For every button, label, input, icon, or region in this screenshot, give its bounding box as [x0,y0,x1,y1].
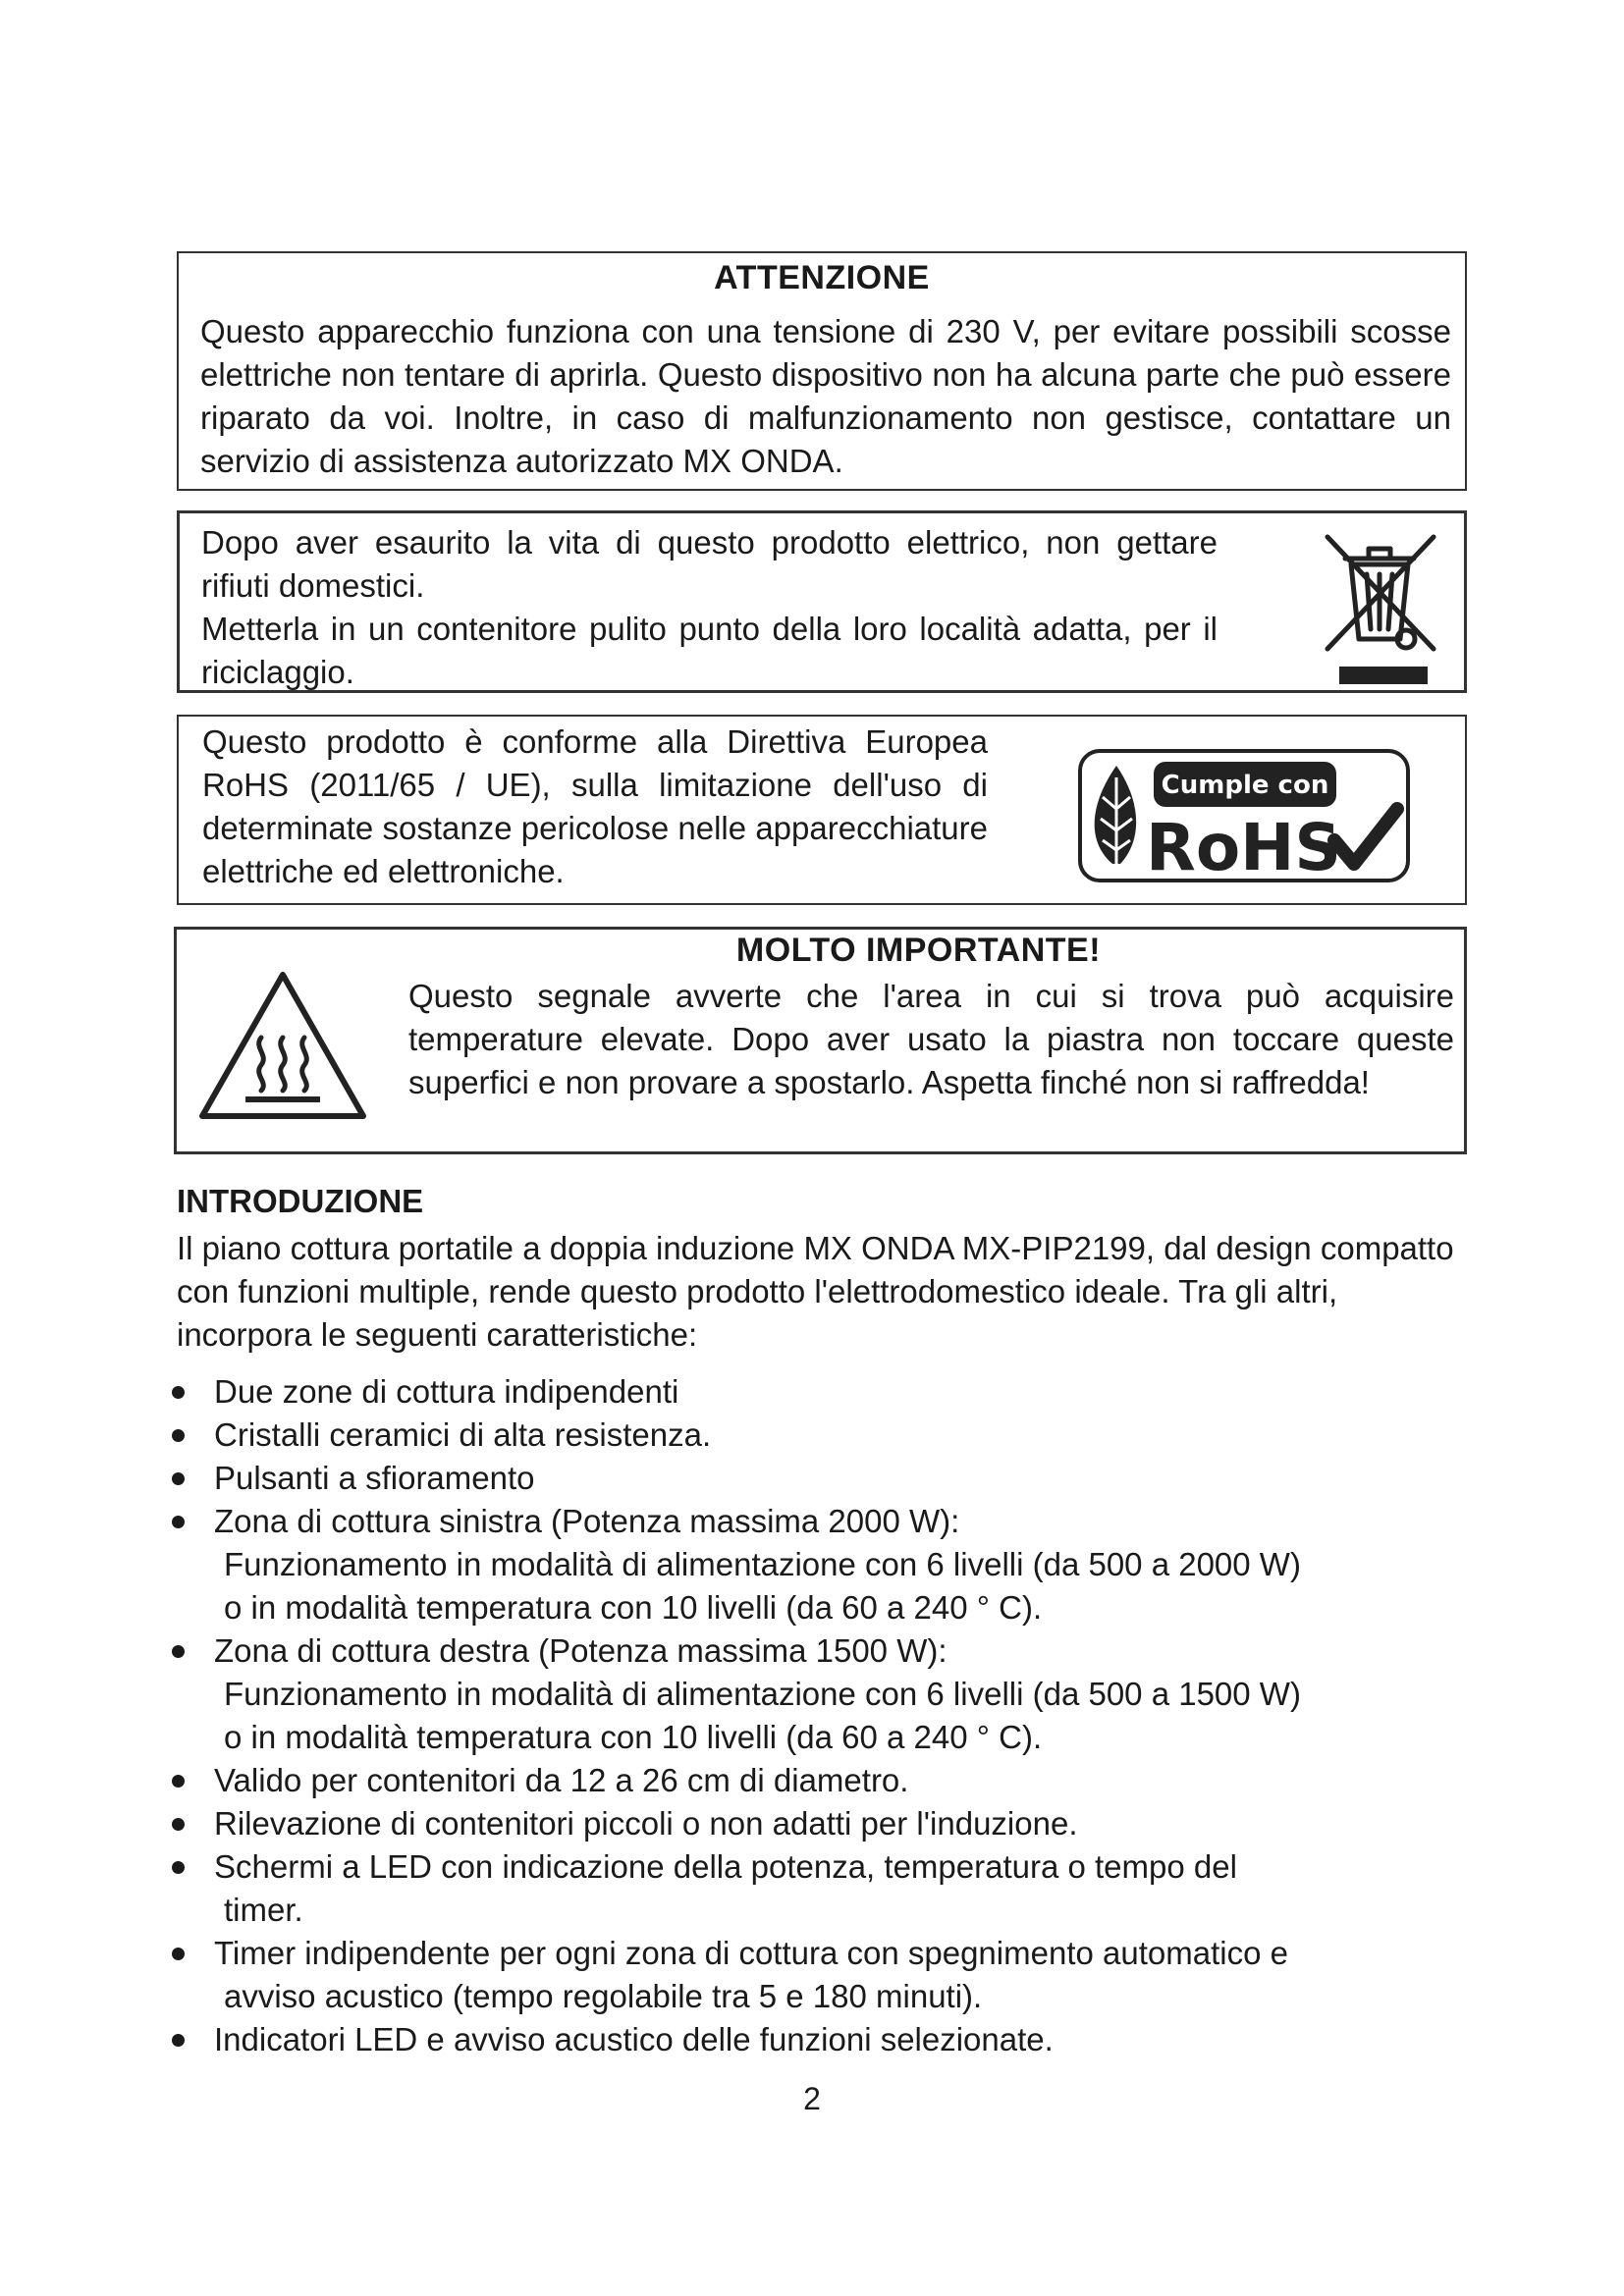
list-item: Timer indipendente per ogni zona di cottura con spegnimento automatico e avviso acustico (tempo regolabile tra 5 e 180 minuti). [169,1932,1475,2018]
list-item: Valido per contenitori da 12 a 26 cm di diametro. [169,1759,1475,1802]
important-title: MOLTO IMPORTANTE! [735,932,1102,969]
feature-list [169,1370,1475,2061]
warning-box [177,251,1467,491]
intro-heading: INTRODUZIONE [177,1183,424,1219]
important-text: Questo segnale avverte che l'area in cui si trova può acquisire temperature elevate. Dopo aver usato la piastra non toccare queste superfici e non provare a spostarlo. Aspetta finché non si raffredda! [408,978,1454,1100]
feature-detail: o in modalità temperatura con 10 livelli (da 60 a 240 ° C). [224,1719,1043,1755]
feature-continuation: timer. [224,1892,303,1928]
bullet-icon [172,1645,185,1658]
rohs-badge: Cumple con [1161,771,1329,800]
bullet-icon [172,1861,185,1874]
bullet-icon [172,1386,185,1399]
feature-detail: Funzionamento in modalità di alimentazione con 6 livelli (da 500 a 2000 W) [224,1546,1301,1582]
warning-text: Questo apparecchio funziona con una tensione di 230 V, per evitare possibili scosse elettriche non tentare di aprirla. Questo dispositivo non ha alcuna parte che può essere riparato da voi. Inoltre, in caso di malfunzionamento non gestisce, contattare un servizio di assistenza autorizzato MX ONDA. [200,313,1451,479]
list-item: Indicatori LED e avviso acustico delle funzioni selezionate. [169,2018,1475,2061]
feature-detail: o in modalità temperatura con 10 livelli (da 60 a 240 ° C). [224,1589,1043,1626]
bullet-icon [172,1818,185,1831]
rohs-text: Questo prodotto è conforme alla Direttiva Europea RoHS (2011/65 / UE), sulla limitazione dell'uso di determinate sostanze pericolose nelle apparecchiature elettriche ed elettroniche. [202,723,988,889]
intro-paragraph: Il piano cottura portatile a doppia induzione MX ONDA MX-PIP2199, dal design compatto con funzioni multiple, rende questo prodotto l'elettrodomestico ideale. Tra gli altri, incorpora le seguenti caratteristiche: [177,1230,1454,1353]
disposal-line-1: Dopo aver esaurito la vita di questo prodotto elettrico, non gettare rifiuti domestici. [201,524,1218,604]
hot-surface-warning-icon [196,967,369,1124]
disposal-box [177,510,1467,693]
hot-surface-box [174,927,1467,1154]
rohs-box [177,715,1467,905]
bullet-icon [172,1775,185,1788]
bullet-icon [172,2034,185,2047]
disposal-line-2: Metterla in un contenitore pulito punto della loro località adatta, per il riciclaggio. [201,611,1218,690]
page-number: 2 [803,2081,821,2116]
list-item: Rilevazione di contenitori piccoli o non adatti per l'induzione. [169,1802,1475,1845]
bullet-icon [172,1948,185,1960]
disposal-text [201,521,1218,694]
feature-continuation: avviso acustico (tempo regolabile tra 5 e 180 minuti). [224,1978,983,2014]
list-item: Zona di cottura sinistra (Potenza massima 2000 W): Funzionamento in modalità di alimentazione con 6 livelli (da 500 a 2000 W) o in modalità temperatura con 10 livelli (da 60 a 240 ° C). [169,1500,1475,1629]
list-item: Zona di cottura destra (Potenza massima 1500 W): Funzionamento in modalità di alimentazione con 6 livelli (da 500 a 1500 W) o in modalità temperatura con 10 livelli (da 60 a 240 ° C). [169,1629,1475,1759]
rohs-logo [1077,748,1411,883]
crossed-bin-icon [1304,513,1461,690]
list-item: Schermi a LED con indicazione della potenza, temperatura o tempo del timer. [169,1845,1475,1932]
warning-title: ATTENZIONE [714,259,930,296]
list-item: Cristalli ceramici di alta resistenza. [169,1414,1475,1457]
list-item: Due zone di cottura indipendenti [169,1370,1475,1414]
bullet-icon [172,1472,185,1485]
feature-detail: Funzionamento in modalità di alimentazione con 6 livelli (da 500 a 1500 W) [224,1676,1301,1712]
rohs-logo-text: RoHS [1146,810,1341,883]
bullet-icon [172,1516,185,1528]
bullet-icon [172,1429,185,1442]
list-item: Pulsanti a sfioramento [169,1457,1475,1500]
